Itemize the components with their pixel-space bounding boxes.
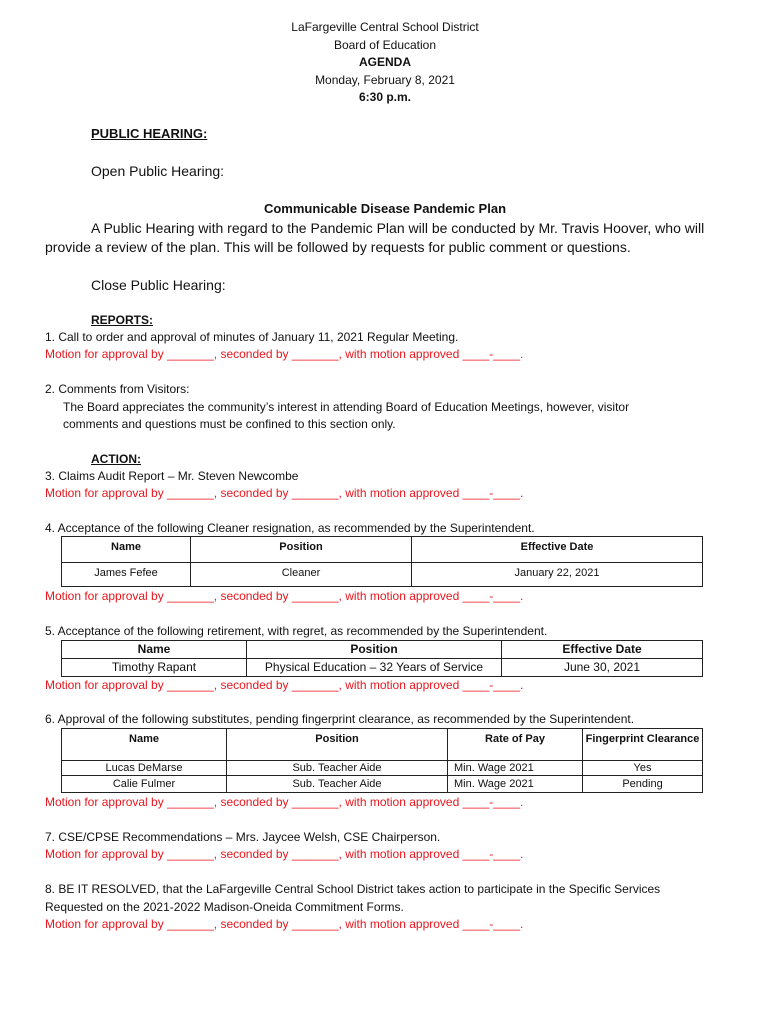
table-cell: Yes — [583, 761, 703, 776]
table-header-cell: Effective Date — [502, 641, 703, 659]
table-cell: June 30, 2021 — [502, 659, 703, 677]
table-cell: Calie Fulmer — [62, 776, 227, 793]
action-heading: ACTION: — [91, 452, 141, 466]
meeting-date: Monday, February 8, 2021 — [315, 73, 455, 87]
retirement-table — [61, 640, 703, 677]
table-header-row — [62, 537, 703, 563]
substitutes-table — [61, 728, 703, 793]
hearing-paragraph-line1: A Public Hearing with regard to the Pandemic Plan will be conducted by Mr. Travis Hoover, who will — [91, 220, 705, 236]
hearing-paragraph-line2: provide a review of the plan. This will be followed by requests for public comment or questions. — [45, 239, 631, 255]
table-header-row — [62, 729, 703, 761]
table-cell: Min. Wage 2021 — [448, 776, 583, 793]
close-public-hearing: Close Public Hearing: — [91, 277, 226, 293]
table-cell: Lucas DeMarse — [62, 761, 227, 776]
meeting-time: 6:30 p.m. — [358, 90, 412, 104]
action-item-4: 4. Acceptance of the following Cleaner resignation, as recommended by the Superintendent. — [45, 521, 535, 535]
action-item-8-line2: Requested on the 2021-2022 Madison-Oneida Commitment Forms. — [45, 900, 404, 914]
table-cell: January 22, 2021 — [412, 563, 703, 587]
motion-line-4: Motion for approval by _______, seconded by _______, with motion approved ____-____. — [45, 589, 524, 603]
table-cell: Pending — [583, 776, 703, 793]
agenda-title: AGENDA — [358, 55, 411, 69]
motion-line-3: Motion for approval by _______, seconded by _______, with motion approved ____-____. — [45, 486, 524, 500]
table-cell: Min. Wage 2021 — [448, 761, 583, 776]
action-item-5: 5. Acceptance of the following retirement, with regret, as recommended by the Superintendent. — [45, 624, 548, 638]
table-header-cell: Effective Date — [412, 537, 703, 563]
plan-title: Communicable Disease Pandemic Plan — [263, 201, 507, 216]
table-header-cell: Position — [247, 641, 502, 659]
motion-line-1: Motion for approval by _______, seconded by _______, with motion approved ____-____. — [45, 347, 524, 361]
action-item-8-line1: 8. BE IT RESOLVED, that the LaFargeville Central School District takes action to participate in the Specific Services — [45, 882, 661, 896]
table-header-cell: Name — [62, 641, 247, 659]
table-cell: James Fefee — [62, 563, 191, 587]
motion-line-8: Motion for approval by _______, seconded by _______, with motion approved ____-____. — [45, 917, 524, 931]
action-item-6: 6. Approval of the following substitutes, pending fingerprint clearance, as recommended by the Superintendent. — [45, 712, 635, 726]
public-hearing-heading: PUBLIC HEARING: — [91, 126, 208, 141]
board-name: Board of Education — [333, 38, 437, 52]
table-row — [62, 563, 703, 587]
table-header-cell: Name — [62, 537, 191, 563]
table-cell: Sub. Teacher Aide — [227, 776, 448, 793]
table-cell: Physical Education – 32 Years of Service — [247, 659, 502, 677]
reports-heading: REPORTS: — [91, 313, 154, 327]
table-cell: Cleaner — [191, 563, 412, 587]
table-header-cell: Rate of Pay — [448, 729, 583, 761]
table-row — [62, 761, 703, 776]
table-cell: Sub. Teacher Aide — [227, 761, 448, 776]
action-item-3: 3. Claims Audit Report – Mr. Steven Newcombe — [45, 469, 299, 483]
motion-line-7: Motion for approval by _______, seconded by _______, with motion approved ____-____. — [45, 847, 524, 861]
table-header-cell: Fingerprint Clearance — [583, 729, 703, 761]
table-cell: Timothy Rapant — [62, 659, 247, 677]
table-row — [62, 776, 703, 793]
table-header-cell: Position — [227, 729, 448, 761]
cleaner-resignation-table — [61, 536, 703, 587]
report-item-2: 2. Comments from Visitors: — [45, 382, 190, 396]
report-item-2-text-line1: The Board appreciates the community’s interest in attending Board of Education Meetings, however, visitor — [63, 400, 630, 414]
district-name: LaFargeville Central School District — [291, 20, 479, 34]
motion-line-5: Motion for approval by _______, seconded by _______, with motion approved ____-____. — [45, 678, 524, 692]
report-item-1: 1. Call to order and approval of minutes of January 11, 2021 Regular Meeting. — [45, 330, 459, 344]
report-item-2-text-line2: comments and questions must be confined to this section only. — [63, 417, 396, 431]
table-row — [62, 659, 703, 677]
motion-line-6: Motion for approval by _______, seconded by _______, with motion approved ____-____. — [45, 795, 524, 809]
action-item-7: 7. CSE/CPSE Recommendations – Mrs. Jaycee Welsh, CSE Chairperson. — [45, 830, 441, 844]
table-header-row — [62, 641, 703, 659]
table-header-cell: Name — [62, 729, 227, 761]
open-public-hearing: Open Public Hearing: — [91, 163, 225, 179]
table-header-cell: Position — [191, 537, 412, 563]
